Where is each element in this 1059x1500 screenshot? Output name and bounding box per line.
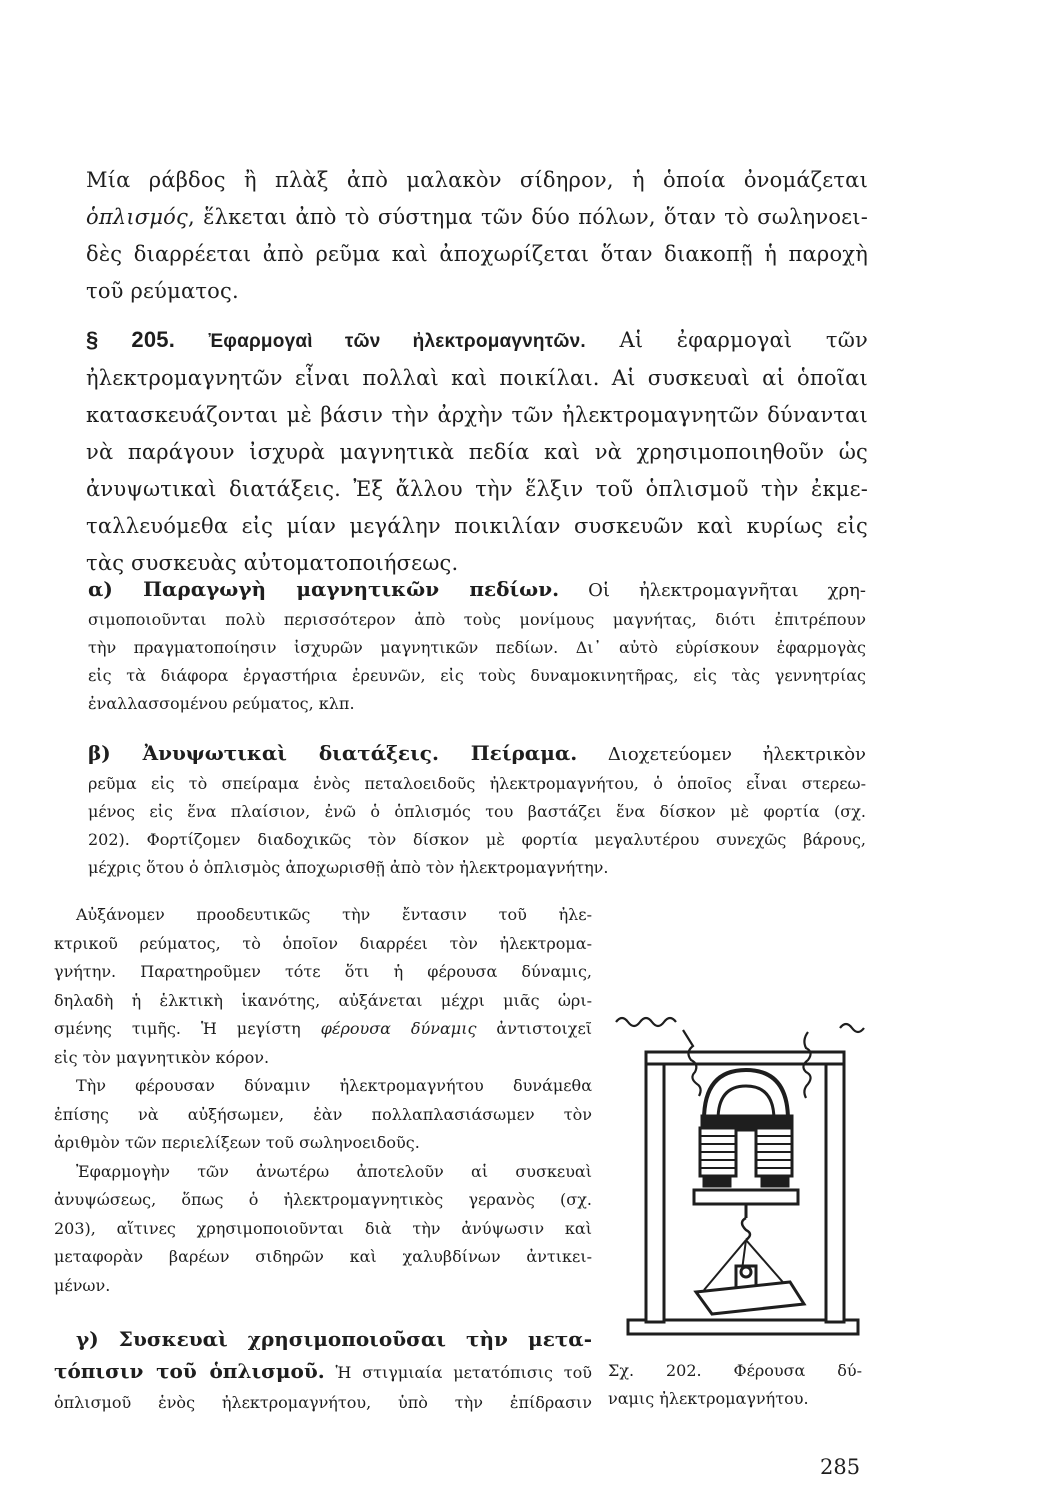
text-line: τὰς συσκευὰς αὐτοματοποιήσεως. (86, 551, 459, 575)
text-line: ἐπίσης νὰ αὐξήσωμεν, ἐὰν πολλαπλασιάσωμεν τὸν (54, 1104, 592, 1124)
column-text (54, 901, 592, 1300)
section-heading: Ἐφαρμογαὶ τῶν ἠλεκτρομαγνητῶν. (208, 331, 586, 352)
section-heading-line: § 205. Ἐφαρμογαὶ τῶν ἠλεκτρομαγνητῶν. Αἱ ἐφαρμογαὶ τῶν (86, 327, 868, 352)
text-line: δὲς διαρρέεται ἀπὸ ρεῦμα καὶ ἀποχωρίζεται ὅταν διακοπῇ ἡ παροχὴ (86, 242, 868, 266)
text-line: σμένης τιμῆς. Ἡ μεγίστη φέρουσα δύναμις ἀντιστοιχεῖ (54, 1019, 593, 1038)
subsection-b (88, 738, 866, 882)
text-line: ὁπλισμός, ἕλκεται ἀπὸ τὸ σύστημα τῶν δύο πόλων, ὅταν τὸ σωληνοει- (86, 205, 868, 229)
subsection-c-heading: γ) Συσκευαὶ χρησιμοποιοῦσαι τὴν μετα- (76, 1327, 592, 1351)
text-line: μέχρις ὅτου ὁ ὁπλισμὸς ἀποχωρισθῇ ἀπὸ τὸν ἠλεκτρομαγνήτην. (88, 858, 609, 877)
figure-caption (608, 1357, 862, 1413)
text-line: εἰς τὰ διάφορα ἐργαστήρια ἐρευνῶν, εἰς τοὺς δυναμοκινητῆρας, εἰς τὰς γεννητρίας (88, 666, 866, 685)
section-number: § 205. (86, 327, 176, 352)
subsection-b-heading: β) Ἀνυψωτικαὶ διατάξεις. Πείραμα. (88, 741, 578, 765)
caption-line: Σχ. 202. Φέρουσα δύ- (608, 1361, 862, 1380)
text-line: τοῦ ρεύματος. (86, 279, 239, 303)
section-205 (86, 321, 868, 582)
text-line: ρεῦμα εἰς τὸ σπείραμα ἑνὸς πεταλοειδοῦς ἠλεκτρομαγνήτου, ὁ ὁποῖος εἶναι στερεω- (88, 774, 866, 793)
text-line: Ἐφαρμογὴν τῶν ἀνωτέρω ἀποτελοῦν αἱ συσκευαὶ (76, 1161, 592, 1181)
caption-line: ναμις ἠλεκτρομαγνήτου. (608, 1389, 809, 1408)
term-ferousa-dynamis: φέρουσα δύναμις (320, 1019, 477, 1038)
subsection-a (88, 574, 866, 718)
subsection-c-heading-cont: τόπισιν τοῦ ὁπλισμοῦ. (54, 1359, 325, 1383)
subsection-heading-line: β) Ἀνυψωτικαὶ διατάξεις. Πείραμα. Διοχετεύομεν ἠλεκτρικὸν (88, 741, 866, 765)
text-line: κατασκευάζονται μὲ βάσιν τὴν ἀρχὴν τῶν ἠλεκτρομαγνητῶν δύνανται (86, 403, 868, 427)
text-line: ὁπλισμοῦ ἑνὸς ἠλεκτρομαγνήτου, ὑπὸ τὴν ἐπίδρασιν (54, 1393, 592, 1412)
electromagnet-lifting-apparatus-icon (608, 1010, 868, 1340)
text-line: ἀνυψώσεως, ὅπως ὁ ἠλεκτρομαγνητικὸς γερανὸς (σχ. (54, 1190, 592, 1209)
text-line: μεταφορὰν βαρέων σιδηρῶν καὶ χαλυβδίνων ἀντικει- (54, 1247, 592, 1266)
text-line: Τὴν φέρουσαν δύναμιν ἠλεκτρομαγνήτου δυνάμεθα (76, 1076, 592, 1095)
text-line: γνήτην. Παρατηροῦμεν τότε ὅτι ἡ φέρουσα δύναμις, (54, 962, 592, 981)
subsection-a-heading: α) Παραγωγὴ μαγνητικῶν πεδίων. (88, 577, 560, 601)
text-line: Μία ράβδος ἢ πλὰξ ἀπὸ μαλακὸν σίδηρον, ἡ ὁποία ὀνομάζεται (86, 168, 868, 192)
text-line: 203), αἵτινες χρησιμοποιοῦνται διὰ τὴν ἀνύψωσιν καὶ (54, 1218, 592, 1238)
text-line: κτρικοῦ ρεύματος, τὸ ὁποῖον διαρρέει τὸν ἠλεκτρομα- (54, 933, 592, 953)
intro-paragraph (86, 162, 868, 310)
text-line: μένος εἰς ἕνα πλαίσιον, ἐνῶ ὁ ὁπλισμός του βαστάζει ἕνα δίσκον μὲ φορτία (σχ. (88, 802, 866, 821)
text-line: ταλλευόμεθα εἰς μίαν μεγάλην ποικιλίαν συσκευῶν καὶ κυρίως εἰς (86, 514, 868, 538)
text-line: νὰ παράγουν ἰσχυρὰ μαγνητικὰ πεδία καὶ νὰ χρησιμοποιηθοῦν ὡς (86, 440, 868, 464)
text-line: ἀνυψωτικαὶ διατάξεις. Ἐξ ἄλλου τὴν ἕλξιν τοῦ ὁπλισμοῦ τὴν ἐκμε- (86, 477, 868, 501)
text-line: μένων. (54, 1275, 111, 1295)
text-line: τόπισιν τοῦ ὁπλισμοῦ. Ἡ στιγμιαία μετατόπισις τοῦ (54, 1359, 592, 1383)
term-oplismos: ὁπλισμός (86, 205, 188, 229)
text-line: δηλαδὴ ἡ ἑλκτικὴ ἱκανότης, αὐξάνεται μέχρι μιᾶς ὡρι- (54, 990, 592, 1010)
text-line: τὴν πραγματοποίησιν ἰσχυρῶν μαγνητικῶν πεδίων. Δι᾽ αὐτὸ εὑρίσκουν ἐφαρμογὰς (88, 638, 866, 657)
text-line: ἠλεκτρομαγνητῶν εἶναι πολλαὶ καὶ ποικίλαι. Αἱ συσκευαὶ αἱ ὁποῖαι (86, 366, 868, 390)
text-line: Αὐξάνομεν προοδευτικῶς τὴν ἔντασιν τοῦ ἠλε- (76, 905, 592, 924)
subsection-heading-line: α) Παραγωγὴ μαγνητικῶν πεδίων. Οἱ ἠλεκτρομαγνῆται χρη- (88, 577, 866, 601)
text-line: σιμοποιοῦνται πολὺ περισσότερον ἀπὸ τοὺς μονίμους μαγνήτας, διότι ἐπιτρέπουν (88, 610, 866, 629)
page-number: 285 (820, 1455, 861, 1479)
text-line: εἰς τὸν μαγνητικὸν κόρον. (54, 1047, 270, 1067)
text-line: ἐναλλασσομένου ρεύματος, κλπ. (88, 694, 355, 713)
text-line: ἀριθμὸν τῶν περιελίξεων τοῦ σωληνοειδοῦς. (54, 1133, 420, 1152)
subsection-c (54, 1324, 592, 1418)
subsection-heading-line (54, 1324, 592, 1356)
text-line: 202). Φορτίζομεν διαδοχικῶς τὸν δίσκον μὲ φορτία μεγαλυτέρου συνεχῶς βάρους, (88, 830, 866, 849)
